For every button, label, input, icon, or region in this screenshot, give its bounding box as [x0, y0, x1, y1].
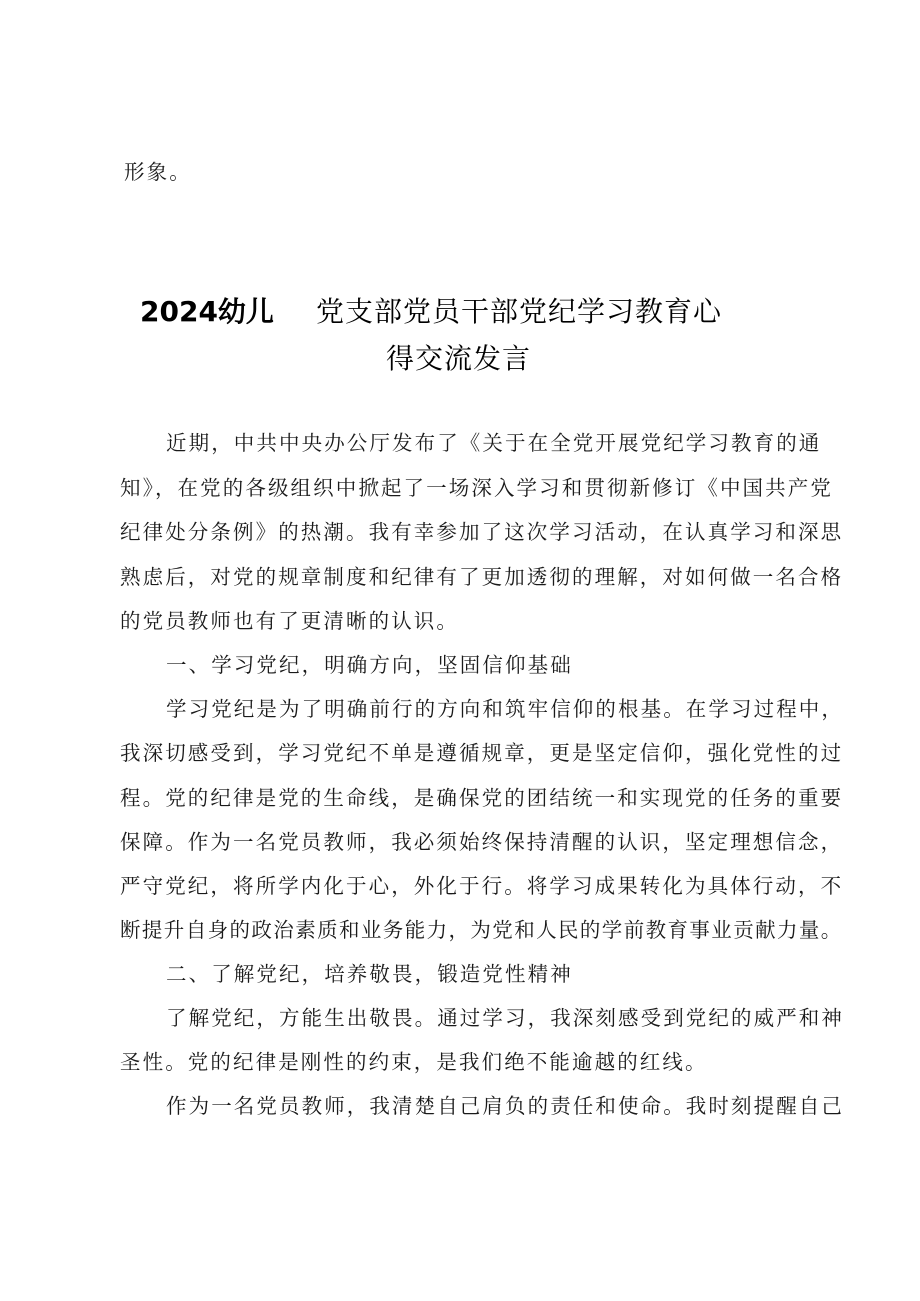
paragraph-2-line-1: 学习党纪是为了明确前行的方向和筑牢信仰的根基。在学习过程中， [166, 697, 844, 721]
previous-page-tail: 形象。 [124, 160, 192, 184]
paragraph-1-line-3: 纪律处分条例》的热潮。我有幸参加了这次学习活动，在认真学习和深思 [120, 520, 844, 544]
title-line-2: 得交流发言 [386, 342, 532, 375]
paragraph-1-line-2: 知》，在党的各级组织中掀起了一场深入学习和贯彻新修订《中国共产党 [120, 476, 833, 500]
paragraph-1-line-1: 近期，中共中央办公厅发布了《关于在全党开展党纪学习教育的通 [166, 431, 822, 455]
paragraph-3-line-1: 了解党纪，方能生出敬畏。通过学习，我深刻感受到党纪的威严和神 [166, 1006, 844, 1030]
paragraph-2-line-5: 严守党纪，将所学内化于心，外化于行。将学习成果转化为具体行动，不 [120, 874, 844, 898]
paragraph-2-line-4: 保障。作为一名党员教师，我必须始终保持清醒的认识，坚定理想信念， [120, 830, 844, 854]
section-heading-2: 二、了解党纪，培养敬畏，锻造党性精神 [166, 962, 573, 986]
paragraph-2-line-6: 断提升自身的政治素质和业务能力，为党和人民的学前教育事业贡献力量。 [120, 918, 843, 942]
title-line-1: 党支部党员干部党纪学习教育心 [316, 295, 723, 328]
paragraph-1-line-5: 的党员教师也有了更清晰的认识。 [120, 609, 459, 633]
section-heading-1: 一、学习党纪，明确方向，坚固信仰基础 [166, 653, 573, 677]
paragraph-2-line-2: 我深切感受到，学习党纪不单是遵循规章，更是坚定信仰，强化党性的过 [120, 741, 844, 765]
paragraph-4-line-1: 作为一名党员教师，我清楚自己肩负的责任和使命。我时刻提醒自己 [166, 1094, 844, 1118]
paragraph-3-line-2: 圣性。党的纪律是刚性的约束，是我们绝不能逾越的红线。 [120, 1050, 708, 1074]
paragraph-1-line-4: 熟虑后，对党的规章制度和纪律有了更加透彻的理解，对如何做一名合格 [120, 565, 844, 589]
paragraph-2-line-3: 程。党的纪律是党的生命线，是确保党的团结统一和实现党的任务的重要 [120, 786, 844, 810]
title-year-prefix: 2024幼儿 [140, 295, 274, 328]
